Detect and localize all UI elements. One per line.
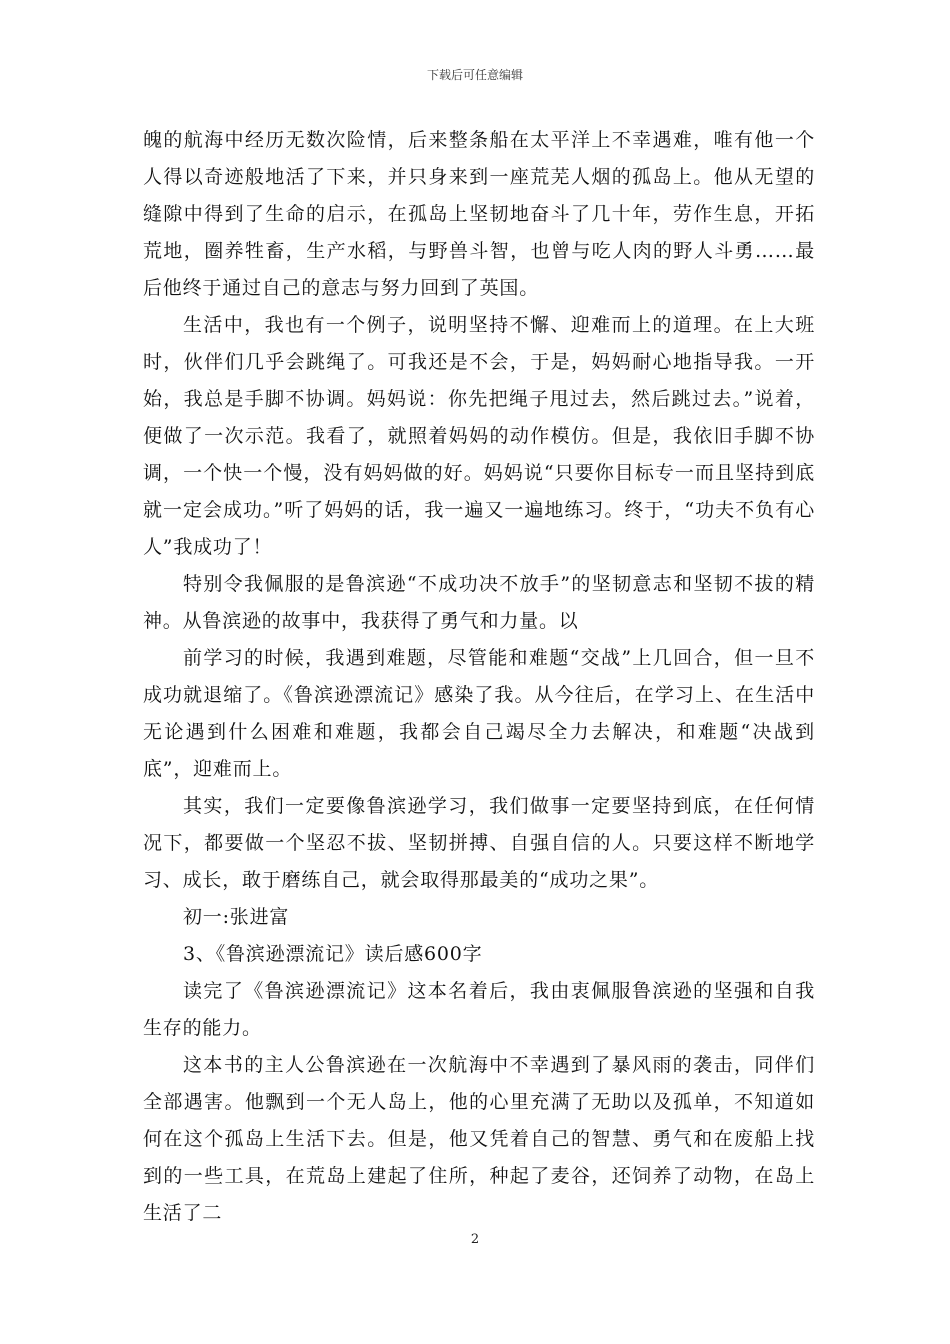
section-heading: 3、《鲁滨逊漂流记》读后感600字 (183, 943, 483, 965)
paragraph-study-difficulty: 前学习的时候，我遇到难题，尽管能和难题“交战”上几回合，但一旦不成功就退缩了。《鲁滨逊漂流记》感染了我。从今往后，在学习上、在生活中无论遇到什么困难和难题，我都会自己竭尽全力去解决，和难题“决战到底”，迎难而上。 (143, 647, 815, 780)
paragraph-intro: 读完了《鲁滨逊漂流记》这本名着后，我由衷佩服鲁滨逊的坚强和自我生存的能力。 (143, 980, 815, 1039)
document-body (143, 122, 815, 1232)
paragraph-conclusion: 其实，我们一定要像鲁滨逊学习，我们做事一定要坚持到底，在任何情况下，都要做一个坚忍不拔、坚韧拼搏、自强自信的人。只要这样不断地学习、成长，敢于磨练自己，就会取得那最美的“成功之果”。 (143, 795, 815, 891)
paragraph-continuation: 魄的航海中经历无数次险情，后来整条船在太平洋上不幸遇难，唯有他一个人得以奇迹般地活了下来，并只身来到一座荒芜人烟的孤岛上。他从无望的缝隙中得到了生命的启示，在孤岛上坚韧地奋斗了几十年，劳作生息，开拓荒地，圈养牲畜，生产水稻，与野兽斗智，也曾与吃人肉的野人斗勇……最后他终于通过自己的意志与努力回到了英国。 (143, 129, 815, 299)
paragraph-story-summary: 这本书的主人公鲁滨逊在一次航海中不幸遇到了暴风雨的袭击，同伴们全部遇害。他飘到一个无人岛上，他的心里充满了无助以及孤单，不知道如何在这个孤岛上生活下去。但是，他又凭着自己的智慧、勇气和在废船上找到的一些工具，在荒岛上建起了住所，种起了麦谷，还饲养了动物，在岛上生活了二 (143, 1054, 815, 1224)
page-header: 下载后可任意编辑 (426, 68, 523, 82)
paragraph-jump-rope-story: 生活中，我也有一个例子，说明坚持不懈、迎难而上的道理。在上大班时，伙伴们几乎会跳绳了。可我还是不会，于是，妈妈耐心地指导我。一开始，我总是手脚不协调。妈妈说：你先把绳子甩过去，然后跳过去。”说着，便做了一次示范。我看了，就照着妈妈的动作模仿。但是，我依旧手脚不协调，一个快一个慢，没有妈妈做的好。妈妈说“只要你目标专一而且坚持到底就一定会成功。”听了妈妈的话，我一遍又一遍地练习。终于，“功夫不负有心人”我成功了！ (143, 314, 815, 558)
page-number: 2 (470, 1232, 480, 1247)
author-line: 初一:张进富 (183, 906, 290, 928)
paragraph-admiration: 特别令我佩服的是鲁滨逊“不成功决不放手”的坚韧意志和坚韧不拔的精神。从鲁滨逊的故事中，我获得了勇气和力量。以 (143, 573, 815, 632)
